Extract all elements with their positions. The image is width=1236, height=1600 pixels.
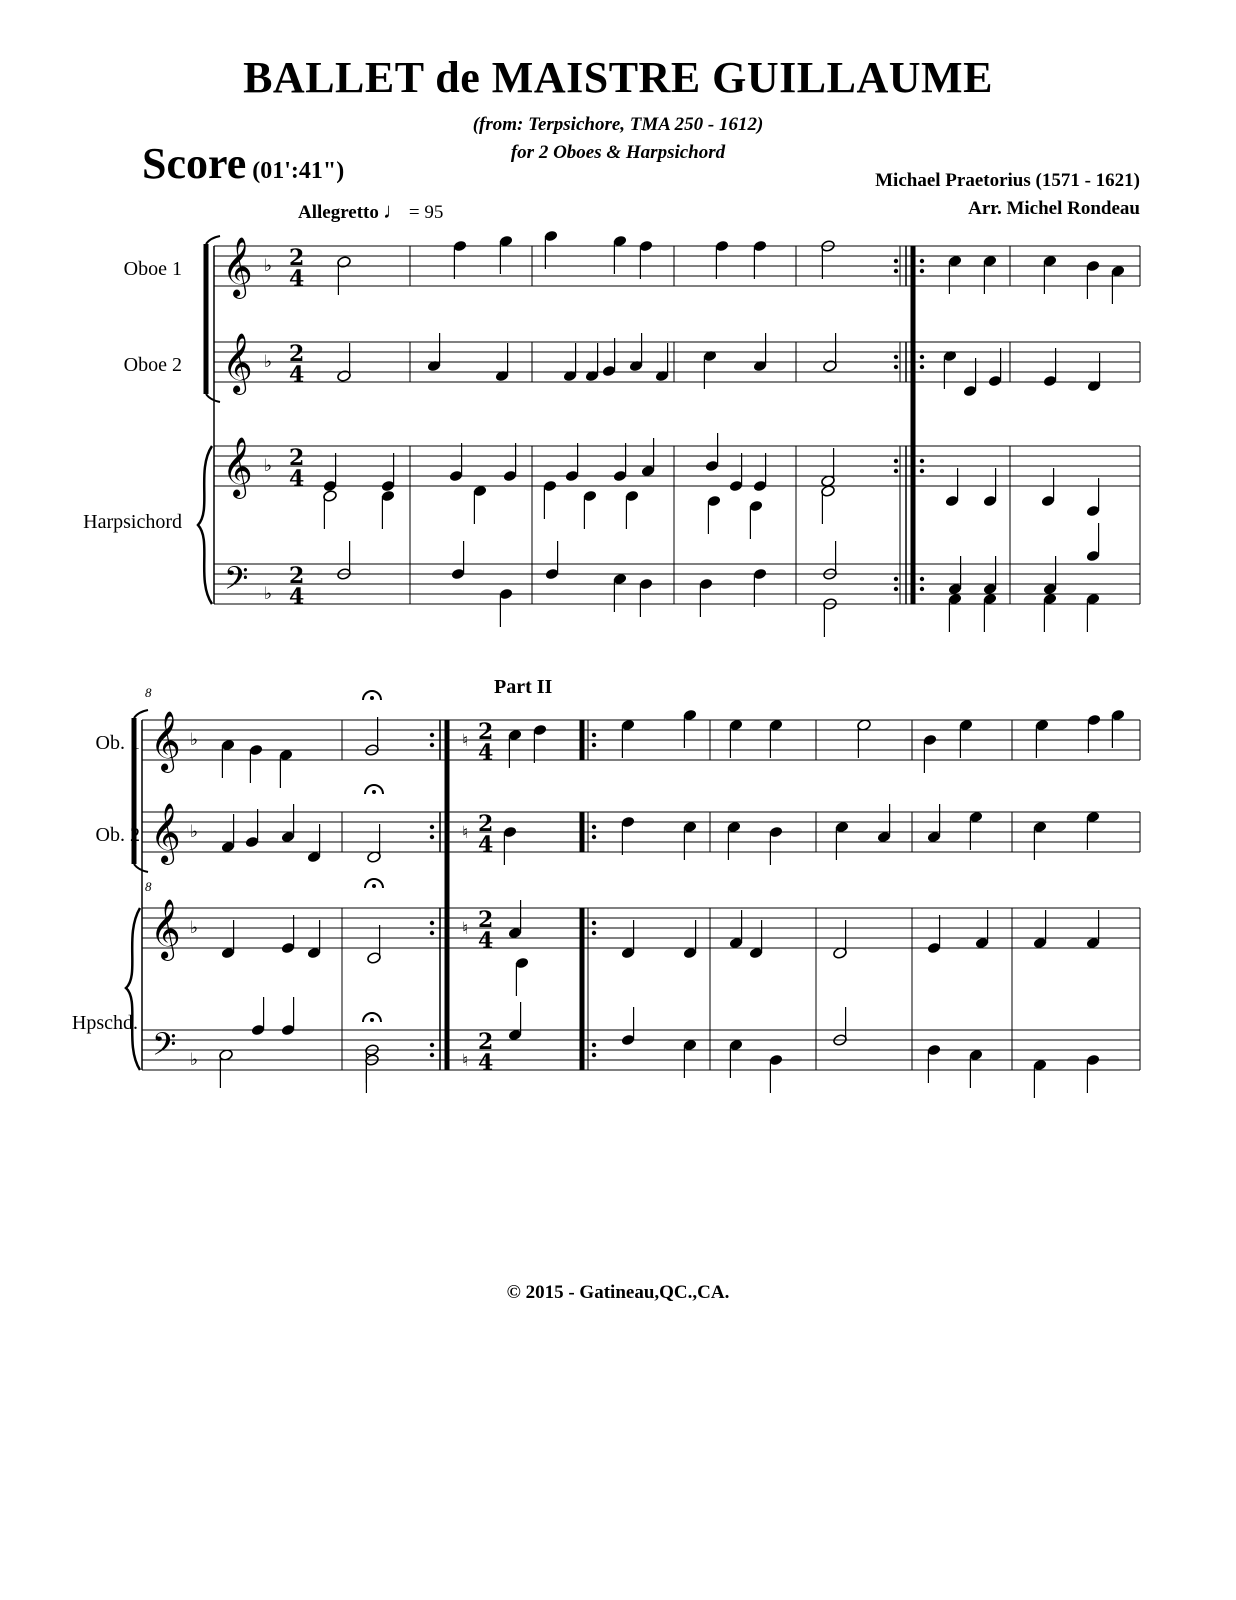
composer: Michael Praetorius (1571 - 1621): [875, 170, 1140, 191]
repeat-dot: [430, 1053, 434, 1057]
repeat-dot: [920, 587, 924, 591]
duration: (01':41"): [252, 158, 345, 184]
score-label: Score: [142, 139, 247, 188]
instrument-name-hpschd: Hpschd.: [71, 1012, 138, 1034]
time-signature-2-denominator: 4: [478, 740, 494, 766]
repeat-dot: [920, 469, 924, 473]
time-signature-numerator: 2: [289, 245, 305, 271]
instrument-name-oboe-2: Oboe 2: [123, 354, 182, 376]
copyright: © 2015 - Gatineau,QC.,CA.: [506, 1282, 730, 1303]
repeat-dot: [430, 931, 434, 935]
time-signature-2-numerator: 2: [478, 719, 494, 745]
instrument-name-ob-2: Ob. 2: [95, 824, 140, 846]
repeat-dot: [894, 469, 898, 473]
measure-number-harpsichord: 8: [145, 879, 152, 894]
time-signature-denominator: 4: [289, 584, 305, 610]
flat-icon: ♭: [190, 730, 199, 750]
flat-icon: ♭: [190, 918, 199, 938]
source-note: (from: Terpsichore, TMA 250 - 1612): [472, 114, 764, 135]
quarter-note-icon: ♩: [382, 198, 405, 223]
repeat-dot: [894, 459, 898, 463]
time-signature-2-denominator: 4: [478, 928, 494, 954]
repeat-dot: [894, 577, 898, 581]
treble-clef-icon: 𝄞: [150, 711, 181, 771]
fermata-dot: [372, 884, 376, 888]
repeat-dot: [430, 825, 434, 829]
instrument-name-harpsichord: Harpsichord: [83, 511, 182, 533]
fermata-dot: [370, 696, 374, 700]
repeat-dot: [920, 259, 924, 263]
repeat-dot: [920, 365, 924, 369]
fermata-dot: [370, 1018, 374, 1022]
instrumentation-note: for 2 Oboes & Harpsichord: [510, 142, 726, 163]
instrument-name-ob-1: Ob. 1: [95, 732, 140, 754]
repeat-dot: [894, 587, 898, 591]
time-signature-2-numerator: 2: [478, 811, 494, 837]
repeat-dot: [430, 743, 434, 747]
repeat-dot: [430, 921, 434, 925]
time-signature-2-numerator: 2: [478, 907, 494, 933]
treble-clef-icon: 𝄞: [222, 437, 253, 497]
bracket-bottom-2: [134, 864, 148, 872]
arranger: Arr. Michel Rondeau: [968, 198, 1140, 219]
repeat-dot: [894, 365, 898, 369]
time-signature-denominator: 4: [289, 466, 305, 492]
repeat-dot: [920, 577, 924, 581]
notes: [150, 230, 1125, 1098]
time-signature-numerator: 2: [289, 445, 305, 471]
harpsichord-brace: [198, 446, 212, 604]
natural-icon: ♮: [462, 919, 469, 939]
bracket-top: [206, 236, 220, 244]
repeat-dot: [592, 743, 596, 747]
time-signature-2-numerator: 2: [478, 1029, 494, 1055]
treble-clef-icon: 𝄞: [222, 333, 253, 393]
tempo-text: Allegretto: [298, 202, 379, 223]
score-title: BALLET de MAISTRE GUILLAUME: [243, 53, 993, 102]
repeat-dot: [592, 1043, 596, 1047]
repeat-dot: [592, 825, 596, 829]
natural-icon: ♮: [462, 731, 469, 751]
natural-icon: ♮: [462, 823, 469, 843]
flat-icon: ♭: [190, 822, 199, 842]
flat-icon: ♭: [190, 1050, 199, 1070]
time-signature-denominator: 4: [289, 362, 305, 388]
fermata-dot: [372, 790, 376, 794]
flat-icon: ♭: [264, 456, 273, 476]
bass-clef-icon: 𝄢: [152, 1026, 177, 1070]
repeat-dot: [894, 355, 898, 359]
natural-icon: ♮: [462, 1051, 469, 1071]
repeat-dot: [592, 921, 596, 925]
repeat-dot: [430, 1043, 434, 1047]
treble-clef-icon: 𝄞: [150, 899, 181, 959]
flat-icon: ♭: [264, 256, 273, 276]
treble-clef-icon: 𝄞: [222, 237, 253, 297]
harpsichord-brace-2: [126, 908, 140, 1070]
bracket-top-2: [134, 710, 148, 718]
instrument-name-oboe-1: Oboe 1: [123, 258, 182, 280]
treble-clef-icon: 𝄞: [150, 803, 181, 863]
repeat-dot: [430, 733, 434, 737]
time-signature-numerator: 2: [289, 563, 305, 589]
repeat-dot: [920, 355, 924, 359]
time-signature-2-denominator: 4: [478, 832, 494, 858]
repeat-dot: [894, 259, 898, 263]
repeat-dot: [920, 459, 924, 463]
repeat-dot: [894, 269, 898, 273]
time-signature-numerator: 2: [289, 341, 305, 367]
time-signature-denominator: 4: [289, 266, 305, 292]
repeat-dot: [430, 835, 434, 839]
bracket-bottom: [206, 394, 220, 402]
repeat-dot: [592, 835, 596, 839]
repeat-dot: [920, 269, 924, 273]
bass-clef-icon: 𝄢: [224, 560, 249, 604]
repeat-dot: [592, 733, 596, 737]
measure-number: 8: [145, 685, 152, 700]
time-signature-2-denominator: 4: [478, 1050, 494, 1076]
tempo-bpm: = 95: [408, 202, 444, 223]
section-label-part-2: Part II: [494, 676, 553, 698]
repeat-dot: [592, 931, 596, 935]
flat-icon: ♭: [264, 352, 273, 372]
repeat-dot: [592, 1053, 596, 1057]
flat-icon: ♭: [264, 584, 273, 604]
